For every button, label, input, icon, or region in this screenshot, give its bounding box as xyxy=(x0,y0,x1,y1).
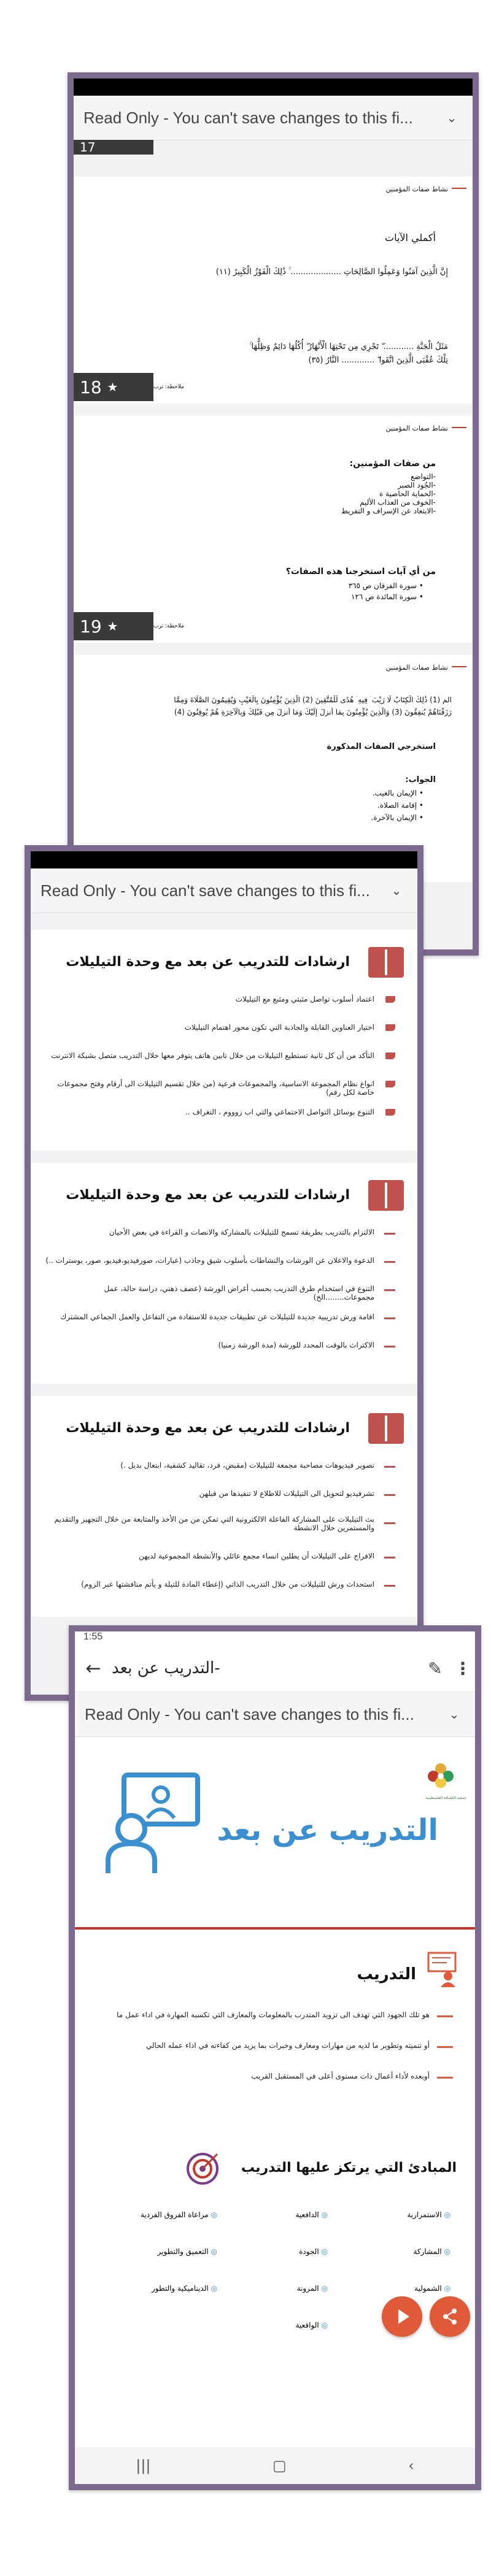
dash-icon xyxy=(384,1233,395,1235)
slide-title: ارشادات للتدريب عن بعد مع وحدة التيليلات xyxy=(66,1187,350,1203)
divider xyxy=(452,666,466,667)
page-number-badge xyxy=(74,612,153,640)
principle-text: الديناميكية والتطور xyxy=(151,2284,209,2293)
bullet-icon xyxy=(385,1052,395,1059)
dash-icon xyxy=(384,1466,395,1468)
app-toolbar xyxy=(75,1645,475,1692)
instruction-item: تصوير فيديوهات مصاحبة مجمعة للتيليلات (مقبض، فرد، تقاليد كشفية، ابتعال بديل .) xyxy=(120,1461,374,1470)
trait-item: -التواضع xyxy=(410,472,436,481)
answer-item: • سورة الفرقان ص ٣٦٥ xyxy=(348,581,423,590)
page-number-badge xyxy=(74,373,153,401)
document-title: التدريب عن بعد- xyxy=(112,1659,220,1677)
readonly-banner[interactable] xyxy=(75,1692,475,1737)
answer-item: • سورة المائدة ص ١٢٦ xyxy=(350,592,423,601)
logo-caption: جمعية الكشافة الفلسطينية xyxy=(425,1796,466,1800)
principles-slide xyxy=(75,2131,475,2394)
screenshot-frame-1 xyxy=(68,72,479,956)
note-text: ملاحظة: ترب xyxy=(153,623,184,629)
page-number: 19 xyxy=(80,616,102,637)
instruction-item: التنوع في استخدام طرق التدريب بحسب أغراض الورشة (عصف ذهني، دراسة حالة، عمل مجموعات........الخ) xyxy=(104,1284,374,1301)
instruction-item: بث التيليلات على المشاركة الفاعلة الالكترونية التي تمكن من من الأخذ والمتابعة من خلال التجهيز والتقديم والمستمرين خلال الانشطة xyxy=(54,1515,374,1532)
principle-item xyxy=(297,2284,328,2293)
principle-item xyxy=(299,2247,328,2256)
screenshot-frame-2 xyxy=(25,845,423,1701)
screen-3 xyxy=(75,1631,475,2484)
instruction-item: الالتزام بالتدريب بطريقة تسمح للتيليلات بالمشاركة والانصات و القراءة في بعض الأحيان xyxy=(109,1228,374,1236)
principle-item xyxy=(157,2247,217,2256)
answer-text: الإيمان بالغيب. xyxy=(372,789,417,797)
share-button[interactable] xyxy=(430,2296,470,2337)
instruction-item: تشرفيديو لتحويل الى التيليلات للاطلاع لا تنفيذها من قبلهن xyxy=(199,1489,374,1498)
instruction-item: اعتماد أسلوب تواصل مثبتي ومثبع مع التيليلات xyxy=(235,995,374,1003)
definition-item: أو تنميته وتطوير ما لديه من مهارات ومعارف وخبرات بما يزيد من كفاءته في اداء عمله الحالي xyxy=(145,2041,430,2050)
traits-title: من صفات المؤمنين: xyxy=(349,459,436,469)
readonly-text: Read Only - You can't save changes to this fi... xyxy=(41,881,370,900)
more-options-icon[interactable]: ⋮ xyxy=(454,1658,471,1679)
hero-title: التدريب عن بعد xyxy=(217,1813,438,1847)
principle-text: مراعاة الفروق الفردية xyxy=(140,2210,209,2219)
instruction-item: الدعوة والاعلان عن الورشات والنشاطات بأسلوب شيق وجاذب (عبارات، صورفيديو،فيديو، صور، بوسترات ..) xyxy=(45,1256,374,1265)
share-icon xyxy=(441,2307,459,2326)
principle-item xyxy=(152,2284,217,2293)
slide-header: نشاط صفات المؤمنين xyxy=(385,424,448,432)
dash-icon xyxy=(384,1522,395,1524)
book-icon xyxy=(368,1180,404,1211)
answer-item: • إقامة الصلاة. xyxy=(377,801,423,810)
system-nav-bar xyxy=(75,2447,475,2484)
screen-2 xyxy=(31,851,417,1695)
star-icon: ★ xyxy=(107,380,118,394)
chevron-down-icon[interactable]: ⌄ xyxy=(449,1708,460,1722)
principle-text: التعميق والتطوير xyxy=(157,2247,209,2256)
circle-bullet-icon: ◎ xyxy=(444,2210,450,2219)
dash-icon xyxy=(384,1494,395,1496)
instructions-slide xyxy=(31,930,417,1151)
instruction-item: اختيار العناوين القابلة والجاذبة التي تكون محور اهتمام التيليلات xyxy=(184,1023,374,1032)
status-time: 1:55 xyxy=(83,1631,103,1642)
verse-line-2b: تِلْكَ عُقْبَى الَّذِينَ اتَّقَوا ۖ ............. النَّارُ (٣٥) xyxy=(308,356,448,365)
instruction-item: انواع نظام المجموعة الاساسية، والمجموعات فرعية (من خلال تقسيم التيليلات الى أرقام وفتح مجموعات خاصة لكل رقم) xyxy=(57,1079,374,1097)
definition-item: هو تلك الجهود التي تهدف الى تزويد المتدرب بالمعلومات والمعارف التي تكسبه المهارة في اداء عمل ما xyxy=(117,2011,430,2019)
principle-text: المشاركة xyxy=(413,2247,442,2256)
instructions-slide xyxy=(31,1396,417,1617)
logo-icon xyxy=(422,1758,459,1795)
divider xyxy=(75,1927,475,1930)
readonly-text: Read Only - You can't save changes to this fi... xyxy=(85,1704,414,1723)
bullet-icon xyxy=(385,1109,395,1116)
instruction-item: الاكتراث بالوقت المحدد للورشة (مدة الورشة زمنيا) xyxy=(218,1341,374,1349)
play-icon xyxy=(398,2309,409,2324)
definition-item: أوبعده لأداء أعمال ذات مستوى أعلى في المستقبل القريب xyxy=(251,2072,430,2080)
circle-bullet-icon: ◎ xyxy=(321,2247,328,2256)
status-bar xyxy=(31,851,417,868)
answer-item: • الإيمان بالآخرة. xyxy=(371,813,423,822)
dash-icon xyxy=(384,1346,395,1347)
readonly-banner[interactable] xyxy=(31,868,417,913)
circle-bullet-icon: ◎ xyxy=(321,2284,328,2293)
page-number: 18 xyxy=(80,377,102,397)
traits-list xyxy=(341,472,436,515)
instruction-item: التنوع بوسائل التواصل الاجتماعي والتي اب زوووم ، التغراف .. xyxy=(185,1108,374,1116)
screen-1 xyxy=(74,79,473,949)
dash-icon xyxy=(384,1261,395,1263)
edit-pencil-icon[interactable]: ✎ xyxy=(428,1658,443,1679)
chevron-down-icon[interactable]: ⌄ xyxy=(391,884,402,898)
computer-user-icon xyxy=(99,1770,204,1874)
dash-icon xyxy=(384,1585,395,1587)
training-title: التدريب xyxy=(357,1965,416,1984)
dash-icon xyxy=(384,1317,395,1319)
slide-traits xyxy=(74,416,473,643)
back-arrow-icon[interactable]: ← xyxy=(85,1657,101,1679)
dash-icon xyxy=(384,1557,395,1558)
verse-line: الم (1) ذَٰلِكَ الْكِتَابُ لَا رَيْبَ ۛ فِيهِ ۛ هُدًى لِّلْمُتَّقِينَ (2) الَّذِينَ يُؤْمِنُونَ بِالْغَيْبِ وَيُقِيمُونَ الصَّلَاةَ وَمِمَّا xyxy=(174,696,452,704)
slide-header: نشاط صفات المؤمنين xyxy=(385,664,448,672)
trait-item: -الحماية الحاصية ة xyxy=(379,489,436,498)
principle-text: الجودة xyxy=(299,2247,319,2256)
verse-line-2a: مَثَلُ الْجَنَّةِ ............ ۖ تَجْرِي مِن تَحْتِهَا الْأَنْهَارُ ۖ أُكُلُهَا دَائِمٌ وَظِلُّهَا ۚ xyxy=(249,342,448,351)
principle-item xyxy=(295,2210,328,2219)
status-bar xyxy=(74,79,473,96)
page-number: 17 xyxy=(80,140,96,155)
chevron-down-icon[interactable]: ⌄ xyxy=(446,111,457,125)
dash-icon xyxy=(384,1289,395,1291)
answer-title: الجواب: xyxy=(405,775,436,784)
answer-text: الإيمان بالآخرة. xyxy=(371,813,417,822)
slide-title: ارشادات للتدريب عن بعد مع وحدة التيليلات xyxy=(66,954,350,970)
star-icon: ★ xyxy=(107,619,118,634)
circle-bullet-icon: ◎ xyxy=(444,2284,450,2293)
instruction-item: استحداث ورش للتيليلات من خلال التدريب الذاتي (إعطاء المادة للتيلة و يأتم منافشتها عبر الزوم) xyxy=(81,1580,374,1589)
principle-item xyxy=(414,2284,450,2293)
circle-bullet-icon: ◎ xyxy=(211,2284,217,2293)
verse-line: رَزَقْنَاهُمْ يُنفِقُونَ (3) وَالَّذِينَ يُؤْمِنُونَ بِمَا أُنزِلَ إِلَيْكَ وَمَا أُنزِلَ مِن قَبْلِكَ وَبِالْآخِرَةِ هُمْ يُوقِنُونَ (4) xyxy=(174,708,452,716)
hero-slide xyxy=(75,1746,475,1930)
principle-text: المرونة xyxy=(296,2284,319,2293)
note-text: ملاحظة: ترب xyxy=(153,384,184,390)
circle-bullet-icon: ◎ xyxy=(211,2210,217,2219)
circle-bullet-icon: ◎ xyxy=(321,2210,328,2219)
training-slide xyxy=(75,1938,475,2122)
principle-text: الدافعية xyxy=(295,2210,319,2219)
instruction-item: الافراج على التيليلات أن يطلين انساء مجمع عائلي والأنشطة المجموعية لديهن xyxy=(139,1552,374,1560)
slide-title: ارشادات للتدريب عن بعد مع وحدة التيليلات xyxy=(66,1420,350,1436)
status-bar xyxy=(75,1631,475,1645)
circle-bullet-icon: ◎ xyxy=(444,2247,450,2256)
principle-item xyxy=(296,2321,328,2329)
verse-line-1: إِنَّ الَّذِينَ آمَنُوا وَعَمِلُوا الصَّالِحَاتِ .................... ۚ ذَٰلِكَ الْفَوْزُ الْكَبِيرُ (١١) xyxy=(215,267,448,277)
bullet-icon xyxy=(385,1024,395,1031)
trait-item: -الخوف من العذاب الأليم xyxy=(360,498,436,507)
principle-item xyxy=(407,2210,450,2219)
dash-icon xyxy=(437,2015,453,2017)
instructions-slide xyxy=(31,1163,417,1384)
book-icon xyxy=(368,1413,404,1444)
answer-item: • الإيمان بالغيب. xyxy=(372,789,423,797)
trait-item: -الجُود الصبر xyxy=(397,481,436,489)
screenshot-frame-3 xyxy=(69,1625,481,2490)
presentation-icon xyxy=(426,1950,460,1987)
instruction-item: التأكد من أن كل ثانية تستطيع التيليلات من خلال تابين هاتف يتوفر معها خلال التدريب متصل بشبكة الانترنت xyxy=(51,1051,374,1060)
readonly-banner[interactable] xyxy=(74,96,473,140)
circle-bullet-icon: ◎ xyxy=(321,2321,328,2329)
book-icon xyxy=(368,947,404,978)
play-button[interactable] xyxy=(382,2296,422,2337)
instruction-item: اقامة ورش تدريبية جديدة للتيليلات عن تطبيقات جديدة للاستفادة من التفاعل والعمل الجماعي المشترك xyxy=(60,1313,374,1321)
task-text: استخرجي الصفات المذكورة xyxy=(327,742,436,751)
home-icon[interactable]: ▢ xyxy=(272,2457,287,2474)
readonly-text: Read Only - You can't save changes to this fi... xyxy=(83,108,413,127)
dash-icon xyxy=(437,2046,453,2048)
principle-text: الاستمرارية xyxy=(407,2210,442,2219)
back-icon[interactable]: ‹ xyxy=(408,2457,414,2474)
trait-item: -الابتعاد عن الإسراف و التفريط xyxy=(341,507,436,515)
answer-text: إقامة الصلاة. xyxy=(377,801,417,810)
bullet-icon xyxy=(385,996,395,1003)
slide-header: نشاط صفات المؤمنين xyxy=(385,185,448,193)
principles-title: المبادئ التي يرتكز عليها التدريب xyxy=(241,2160,457,2175)
slide-verses xyxy=(74,177,473,404)
divider xyxy=(452,427,466,428)
page-number-badge xyxy=(74,140,153,155)
divider xyxy=(452,188,466,189)
target-icon xyxy=(185,2149,222,2186)
question: من أي آيات استخرجنا هذه الصفات؟ xyxy=(285,567,436,577)
circle-bullet-icon: ◎ xyxy=(211,2247,217,2256)
dash-icon xyxy=(437,2077,453,2079)
principle-item xyxy=(141,2210,217,2219)
bullet-icon xyxy=(385,1081,395,1087)
slide-title: أكملي الآيات xyxy=(385,232,436,243)
principle-item xyxy=(413,2247,450,2256)
principle-text: الشمولية xyxy=(414,2284,442,2293)
principle-text: الواقعية xyxy=(295,2321,319,2329)
recents-icon[interactable]: ||| xyxy=(136,2457,151,2474)
